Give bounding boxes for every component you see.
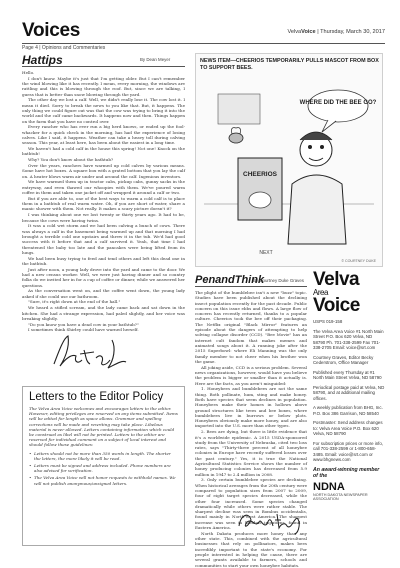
editorial-cartoon [195,53,383,267]
article-paragraph: Over the years, ranchers have warmed up cold calves by various means. Some have hot boxes. A square box with a grated bottom that you lay the calf on. A heater blows warm air under and around the calf. Ingenious inventors. [22,163,185,179]
publication-info [313,319,385,463]
letters-policy-intro: The Velva Area Voice welcomes and encourages letters to the editor. However, editing privileges are reserved on any items submitted. Items will be edited for length as space allows. Grammar and spelling corrections will be made and rewriting may take place. Libelous material is never allowed. Letters containing information which could be construed as libel will not be printed. Letters to the editor are reserved for individual comment on a subject of local interest and should follow these guidelines: [29,406,178,448]
paper-name-bold: Voice [301,29,316,35]
article-paragraph: 3. Only certain bumblebee species are declining. When historical averages from the 20th century were compared to population sizes from 2007 to 2009, four of eight target species decreased, while the other four increased. Some species changed dramatically while others were rather stable. The sharpest decline was seen in Bombus occidentalis, found mainly in North-west America. The sharpest increase was seen in Bombus impatiens, found in Eastern America. [195,477,307,531]
article-paragraph: The plight of the bumblebee isn't a new "buzz" topic. Studies have been published about the declining insect population recently for the past decade. Public concern on this issue ebbs and flows. A large flow of concern has recently returned, thanks to a popular culture. Cheerios took the bee off their packaging. The Netflix original "Black Mirror" features an episode about the dangers of attempting to help solving collapse disorder (CCD). "Bee Movie" has an internet cult fandom that makes memes and animated songs about it. A running joke after the 2015 Superbowl: where Eli Manning was the only family member to not cheer when his brother won the game. [195,290,307,364]
date-line [287,29,385,35]
hattips-rule [22,66,185,67]
contact-info: For subscription prices or more info, call 701-338-2599 or 1-800-658-3485. Email: voice@srt.com or www.bhgnews.com [313,440,384,462]
issue-date: | Thursday, March 30, 2017 [317,29,385,35]
cereal-box-label: CHEERIOS [243,171,277,178]
cartoon-illustration [196,54,382,266]
logo-line-area: Area [313,288,328,297]
cartoon-credit: © COURTNEY DUKE [341,259,376,263]
article-paragraph: Why? You don't know about the bathtub? [28,157,114,163]
article-paragraph: I was thinking about one we lost twenty or thirty years ago. It had to be, because the cows were having twins. [22,212,185,223]
article-paragraph: We haven't had a cold calf in the house this spring! Not one! Knock on the bathtub! [22,146,185,157]
article-paragraph: All joking aside, CCD is a serious problem. Several news organizations, however, would have you believe the problem is bigger or smaller than it actually is. Here are the facts, as you aren't misguided: [195,364,307,386]
letters-policy-rules [29,451,178,486]
article-paragraph: We have warmed them up in tractor cabs, pickup cabs, gunny sacks in the entryway, and even thawed our whoopies with them. We've poured warm coffee in them and taken one jacket off and wrapped it around a calf or two. [22,179,185,196]
article-paragraph: Every rancher who has ever run a big herd knows, or ended up the fool-whacker for a quick check in the morning, has had the experience of losing calves. Like I said, it happens. Weather can take a heavy toll during calving season. This year, at least here, has been about the easiest in a long time. [22,124,185,146]
article-paragraph: Just after noon, a young lady drove into the yard and came to the door. We had a new census worker. Well, we were just having dinner and so country folks do we invited her in for a cup of coffee or dinner, while we answered her questions. [22,266,185,288]
article-paragraph: But if you are able to, one of the best ways to warm a cold calf is to place them in a bathtub of real warm water. Oh, if you are short of water, share a manic shower with them. Not really. It makes a scary picture doesn't it? [22,195,185,212]
publisher-info: A weekly publication from BHG, Inc. P.O. Box 386 Garrison, ND 58540 [313,405,383,416]
article-paragraph: I don't know. Maybe it's just that I'm getting older. But I can't remember the wind blowing like it has recently. I mean, every morning, the windows are rattling and this is blowing through the roof. But, since we are talking, I guess that is better than snow blowing through the yard. [22,75,185,97]
masthead-rule [22,43,385,44]
publishing-info: Published every Thursday at #1 North Main Street Velva, ND 58790 [313,369,382,380]
article-paragraph: "Do you know you have a dead cow in your bathtub?" [28,321,139,327]
penandthink-article-body [195,290,307,568]
article-paragraph: As the conversation went on, and the coffee went down, the young lady asked if she could use our bathroom. [22,288,185,299]
policy-rule: • Letters should not be more than 350 words in length. The shorter the letters, the more likely it will be read. [29,451,178,461]
letters-policy-title: Letters to the Editor Policy [29,391,164,403]
logo-line-voice: Voice [313,295,360,316]
penandthink-byline: By Courtney Duke Graves [253,278,305,283]
hattips-byline: By Dean Meyer [140,57,171,62]
article-paragraph: I sometimes think Shirley could have warned herself. [28,327,139,333]
article-paragraph: It was a cold wet storm and we had been calving a bunch of cows. There was always a calf in the basement being warmed up and that morning I had brought a terrible cold one upstairs and threw it in the tub. We'd had good success with it before that and a calf survived it. Yeah, that time I had threatened the baby too late and the pancakes were being lifted from its lungs. [22,223,185,255]
cartoon-caption: NEWS ITEM—CHEERIOS TEMPORARILY PULLS MASCOT FROM BOX TO SUPPORT BEES. [200,58,379,71]
publication-info-sidebar [313,271,385,561]
article-paragraph: Hello. [22,70,35,75]
paper-name: Velva [287,29,302,35]
section-title: Voices [22,20,81,41]
ndna-subtitle: NORTH DAKOTA NEWSPAPER ASSOCIATION [313,492,368,501]
author-signature [50,330,130,374]
office-address: The Velva Area Voice #1 North Main Street P.O. Box 620 Velva, ND 58790 Ph. 701-338-2599 Fax 701-338-2705 Email: voice@srt.com [313,328,384,350]
hattips-heading: Hattips [22,53,63,67]
penandthink-heading: PenandThink [195,274,265,286]
policy-rule: • Letters must be signed and address included. Phone numbers are also advised for verification. [29,463,178,473]
usps-number: USPS 019-158 [313,319,343,324]
article-paragraph: We had been busy trying to feed and tend others and left this dead one in the bathtub. [22,255,185,266]
article-paragraph: North Dakota produces more honey than any other state. This, combined with the agricultural businesses that rely on pollinators, makes bees incredibly important to the state's economy. For people interested in helping the cause, there are several grants available to farmers, schools and communities to start your own honeybee habitats. [195,530,307,568]
hattips-article-body [22,70,185,353]
columnist-signature [235,506,305,536]
paper-logo [313,271,385,315]
policy-rule: • The Velva Area Voice will not honor requests to withhold names. We will not publish anonymous/unsigned letters. [29,475,178,485]
letters-policy-box [22,386,185,546]
ndna-logo: NDNA [313,480,345,493]
logo-line-velva: Velva [313,269,360,290]
speech-bubble-text: WHERE DID THE BEE GO? [299,100,377,106]
award-text: An award-winning member of the [313,466,380,479]
postmaster-info: Postmaster: Send address changes to: Velva Area Voice P.O. Box 620 Velva, ND 58790 [313,420,383,436]
article-paragraph: "Sure, it's right down at the end of the hall." [28,299,121,305]
cartoon-speech-next: NEXT [259,250,273,256]
article-paragraph: We heard a stifled scream, and the lady came back and sat down in the kitchen. She had a strange expression, had paled slightly, and her voice was breaking slightly. [22,305,185,321]
article-paragraph: The other day we lost a calf. Well, we didn't really lose it. The cow lost it. I mean it died. Sorry to break the news to you like that. But, it happens. The only thing we could figure out was that the cow was trying to bring it into the world and the calf came backwards. It happens now and then. Things happen on the farm that you have no control over. [22,97,185,124]
postage-info: Periodical postage paid at Velva, ND 58790, and at additional mailing offices. [313,384,385,401]
article-paragraph: 2. Bees are dying, but there is little evidence that it's a worldwide epidemic. A 2015 USDA-sponsored study from the University of Nebraska, cited two loss rates, says "Thirty-three percent of all honeybee colonies in Europe have recently suffered losses over the past century." Yes, it is true the National Agricultural Statistics Service shows the number of honey producing colonies has decreased from 5.9 million in 1947 to 2.4 million in 2008. [195,429,307,477]
penandthink-rule [195,286,307,287]
masthead [22,20,385,42]
article-paragraph: 1. Honeybees and bumblebees are not the same thing. Both pollinate, hum, sting and make honey. Both have species that seem declines in population. Honeybees make their homes in hollows above ground structures like trees and bee boxes, where bumblebees live in burrows or below plots. Honeybees obviously make more honey, and are also imported into the U.S. more than other types. [195,386,307,429]
staff-list: Courtney Graves, Editor Becky Cederstrom, Office Manager [313,354,374,365]
page-subhead: Page 4 | Opinions and Commentaries [22,45,106,51]
